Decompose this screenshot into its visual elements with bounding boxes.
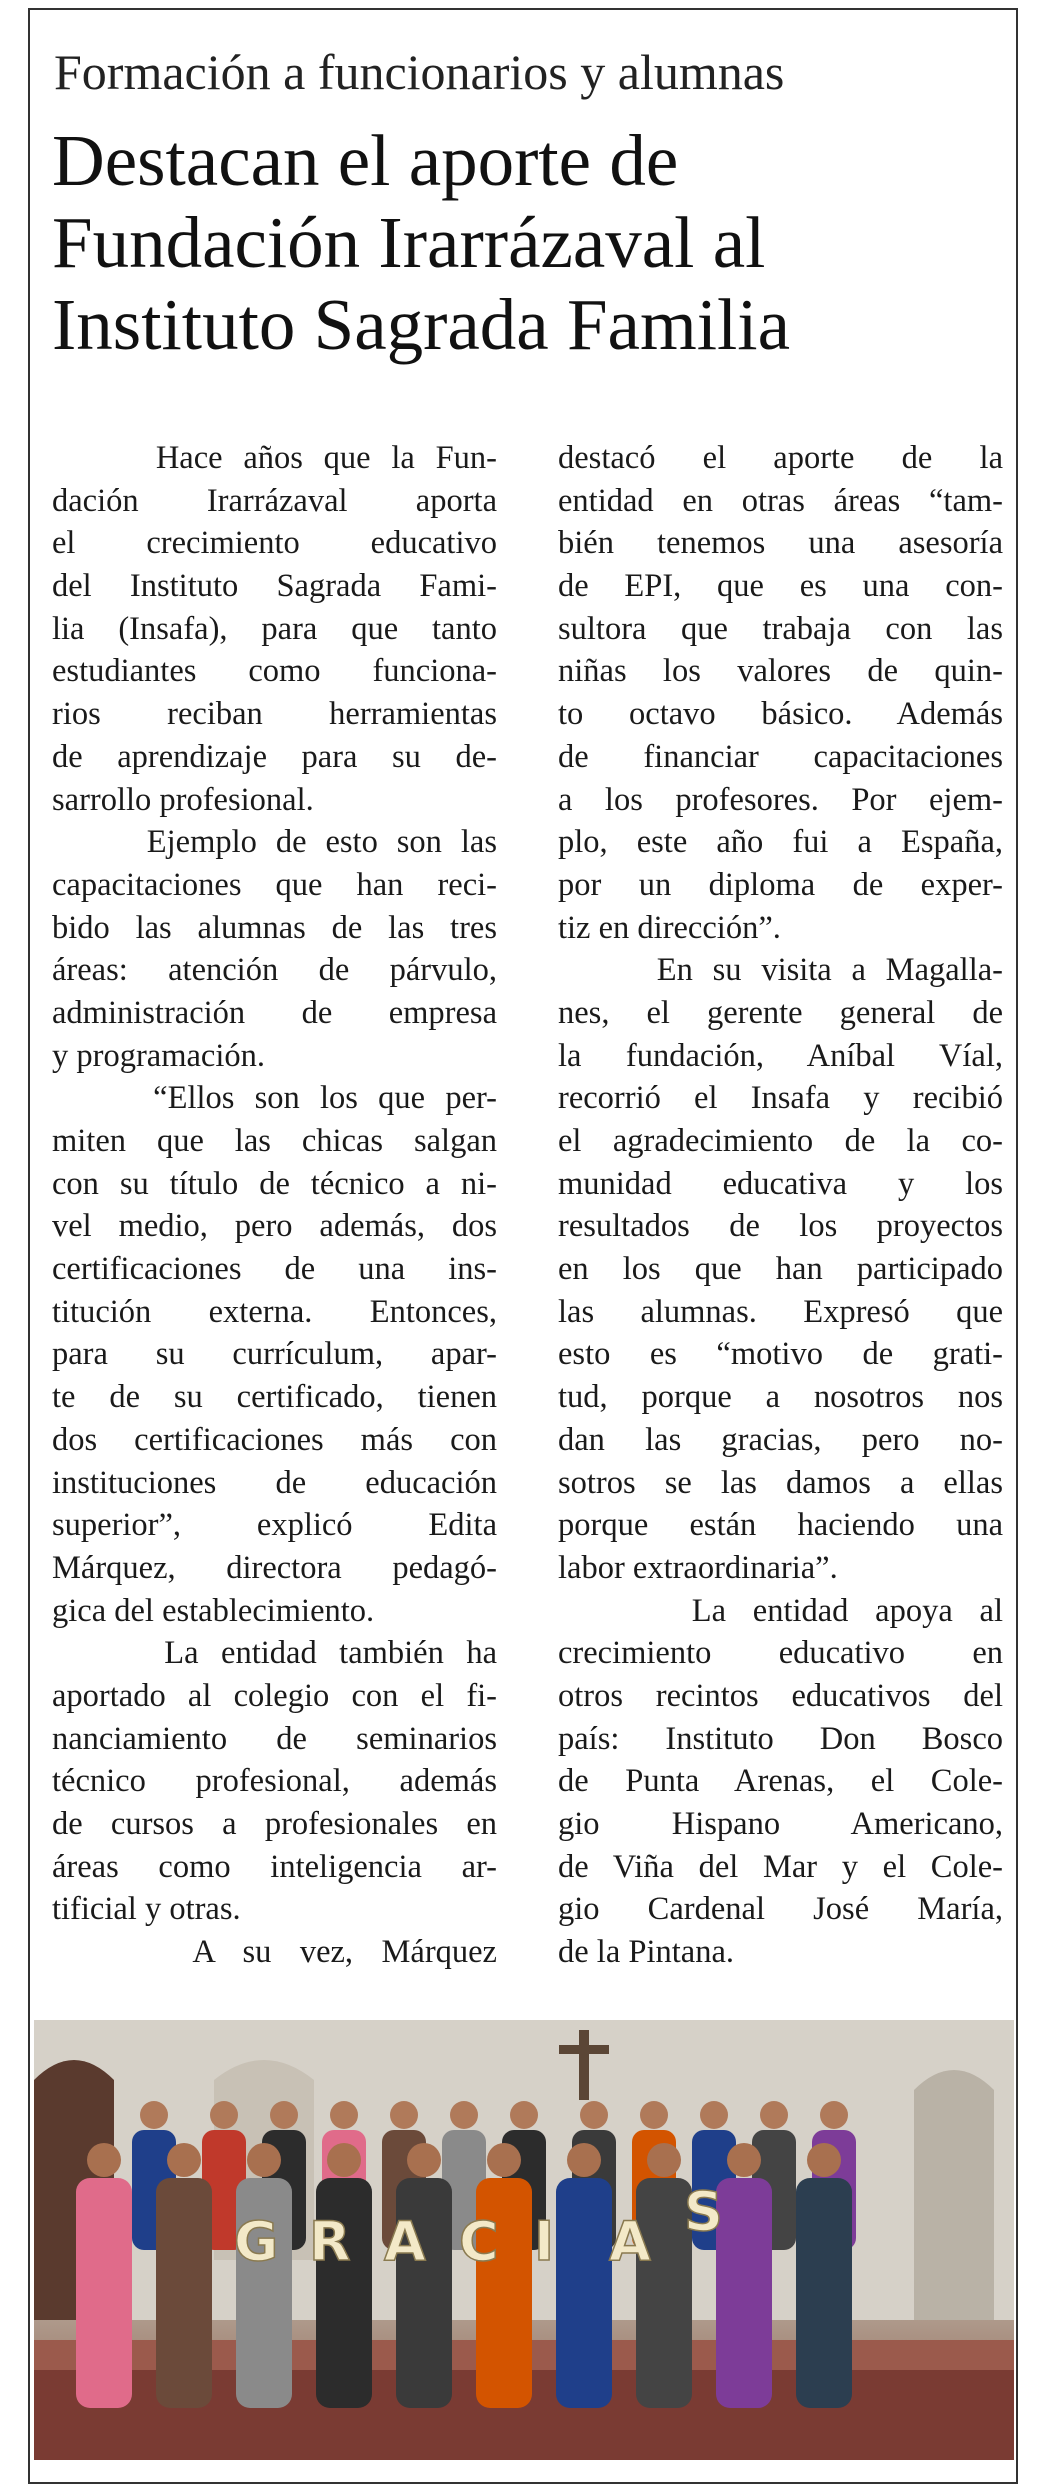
gracias-letter: A (609, 2210, 651, 2273)
body-text-line: de la Pintana. (558, 1934, 734, 1971)
body-text-line: superior”, explicó Edita (52, 1507, 497, 1544)
body-text-line: dos certificaciones más con (52, 1421, 497, 1458)
body-text-line: certificaciones de una ins- (52, 1251, 497, 1288)
body-text-line: La entidad también ha (52, 1635, 497, 1672)
person-figure (796, 2143, 852, 2408)
gracias-letter: C (459, 2210, 499, 2273)
headline-line: Fundación Irarrázaval al (52, 202, 766, 283)
headline-line: Destacan el aporte de (52, 120, 679, 201)
body-text-line: sultora que trabaja con las (558, 610, 1003, 647)
person-figure (76, 2143, 132, 2408)
body-text-line: tud, porque a nosotros nos (558, 1379, 1003, 1416)
body-text-line: técnico profesional, además (52, 1763, 497, 1800)
body-text-line: sarrollo profesional. (52, 781, 314, 818)
body-text-line: munidad educativa y los (558, 1165, 1003, 1202)
body-text-line: para su currículum, apar- (52, 1336, 497, 1373)
body-text-line: bién tenemos una asesoría (558, 525, 1003, 562)
body-text-line: gio Cardenal José María, (558, 1891, 1003, 1928)
body-text-line: de aprendizaje para su de- (52, 738, 497, 775)
body-text-line: estudiantes como funciona- (52, 653, 497, 690)
person-figure (556, 2143, 612, 2408)
body-text-line: bido las alumnas de las tres (52, 909, 497, 946)
body-text-line: crecimiento educativo en (558, 1635, 1003, 1672)
crucifix-arm (559, 2045, 609, 2054)
body-text-line: La entidad apoya al (558, 1592, 1003, 1629)
body-text-line: porque están haciendo una (558, 1507, 1003, 1544)
article-kicker: Formación a funcionarios y alumnas (54, 44, 785, 100)
body-text-line: el crecimiento educativo (52, 525, 497, 562)
body-text-line: Hace años que la Fun- (52, 440, 497, 476)
person-figure (716, 2143, 772, 2408)
body-column-right (558, 437, 1003, 1974)
body-text-line: aportado al colegio con el fi- (52, 1677, 497, 1714)
body-text-line: to octavo básico. Además (558, 696, 1003, 733)
body-text-line: con su título de técnico a ni- (52, 1165, 497, 1202)
body-text-line: gica del establecimiento. (52, 1592, 375, 1629)
body-text-line: otros recintos educativos del (558, 1677, 1003, 1714)
body-text-line: administración de empresa (52, 994, 497, 1031)
body-text-line: y programación. (52, 1037, 265, 1074)
person-figure (396, 2143, 452, 2408)
article-photo (34, 2020, 1014, 2460)
body-text-line: dación Irarrázaval aporta (52, 482, 497, 519)
body-text-line: Ejemplo de esto son las (52, 824, 497, 861)
gracias-letter: A (384, 2210, 426, 2273)
body-text-line: labor extraordinaria”. (558, 1549, 838, 1586)
body-text-line: titución externa. Entonces, (52, 1293, 497, 1330)
body-text-line: A su vez, Márquez (52, 1934, 497, 1971)
body-text-line: te de su certificado, tienen (52, 1379, 497, 1416)
body-text-line: áreas: atención de párvulo, (52, 952, 497, 989)
crucifix-icon (579, 2030, 589, 2100)
body-text-line: nes, el gerente general de (558, 994, 1003, 1031)
body-text-line: de Viña del Mar y el Cole- (558, 1848, 1003, 1885)
body-text-line: plo, este año fui a España, (558, 824, 1003, 861)
body-text-line: de Punta Arenas, el Cole- (558, 1763, 1003, 1800)
body-text-line: tiz en dirección”. (558, 909, 781, 946)
body-text-line: la fundación, Aníbal Víal, (558, 1037, 1003, 1074)
body-text-line: de cursos a profesionales en (52, 1806, 497, 1842)
body-text-line: en los que han participado (558, 1251, 1003, 1288)
body-text-line: “Ellos son los que per- (52, 1080, 497, 1117)
body-text-line: recorrió el Insafa y recibió (558, 1080, 1003, 1117)
body-text-line: dan las gracias, pero no- (558, 1421, 1003, 1458)
article-headline (52, 120, 992, 366)
body-text-line: del Instituto Sagrada Fami- (52, 568, 497, 605)
arch-window (914, 2070, 994, 2320)
group-photo-illustration (34, 2020, 1014, 2460)
body-text-line: esto es “motivo de grati- (558, 1336, 1003, 1373)
body-text-line: vel medio, pero además, dos (52, 1208, 497, 1245)
body-text-line: destacó el aporte de la (558, 440, 1003, 476)
person-figure (316, 2143, 372, 2408)
body-text-line: país: Instituto Don Bosco (558, 1720, 1003, 1757)
body-text-line: Márquez, directora pedagó- (52, 1549, 497, 1586)
person-figure (476, 2143, 532, 2408)
gracias-letter: G (234, 2210, 279, 2273)
body-text-line: a los profesores. Por ejem- (558, 781, 1003, 818)
body-text-line: por un diploma de exper- (558, 866, 1003, 903)
person-figure (156, 2143, 212, 2408)
person-figure (236, 2143, 292, 2408)
body-text-line: resultados de los proyectos (558, 1208, 1003, 1245)
body-text-line: de EPI, que es una con- (558, 568, 1003, 605)
body-text-line: instituciones de educación (52, 1464, 497, 1501)
body-text-line: lia (Insafa), para que tanto (52, 610, 497, 647)
body-column-left (52, 437, 497, 1974)
body-text-line: niñas los valores de quin- (558, 653, 1003, 690)
gracias-letter: R (309, 2210, 351, 2273)
body-text-line: el agradecimiento de la co- (558, 1123, 1003, 1159)
headline-line: Instituto Sagrada Familia (52, 284, 790, 365)
body-text-line: áreas como inteligencia ar- (52, 1848, 497, 1885)
body-text-line: sotros se las damos a ellas (558, 1464, 1003, 1501)
body-text-line: entidad en otras áreas “tam- (558, 482, 1003, 519)
body-text-line: capacitaciones que han reci- (52, 866, 497, 903)
body-text-line: gio Hispano Americano, (558, 1806, 1003, 1842)
body-text-line: rios reciban herramientas (52, 696, 497, 733)
body-text-line: tificial y otras. (52, 1891, 241, 1928)
body-text-line: de financiar capacitaciones (558, 738, 1003, 775)
body-text-line: las alumnas. Expresó que (558, 1293, 1003, 1330)
body-text-line: miten que las chicas salgan (52, 1123, 497, 1159)
gracias-letter: S (684, 2180, 723, 2243)
body-text-line: En su visita a Magalla- (558, 952, 1003, 989)
body-text-line: nanciamiento de seminarios (52, 1720, 497, 1757)
gracias-letter: I (534, 2210, 555, 2273)
